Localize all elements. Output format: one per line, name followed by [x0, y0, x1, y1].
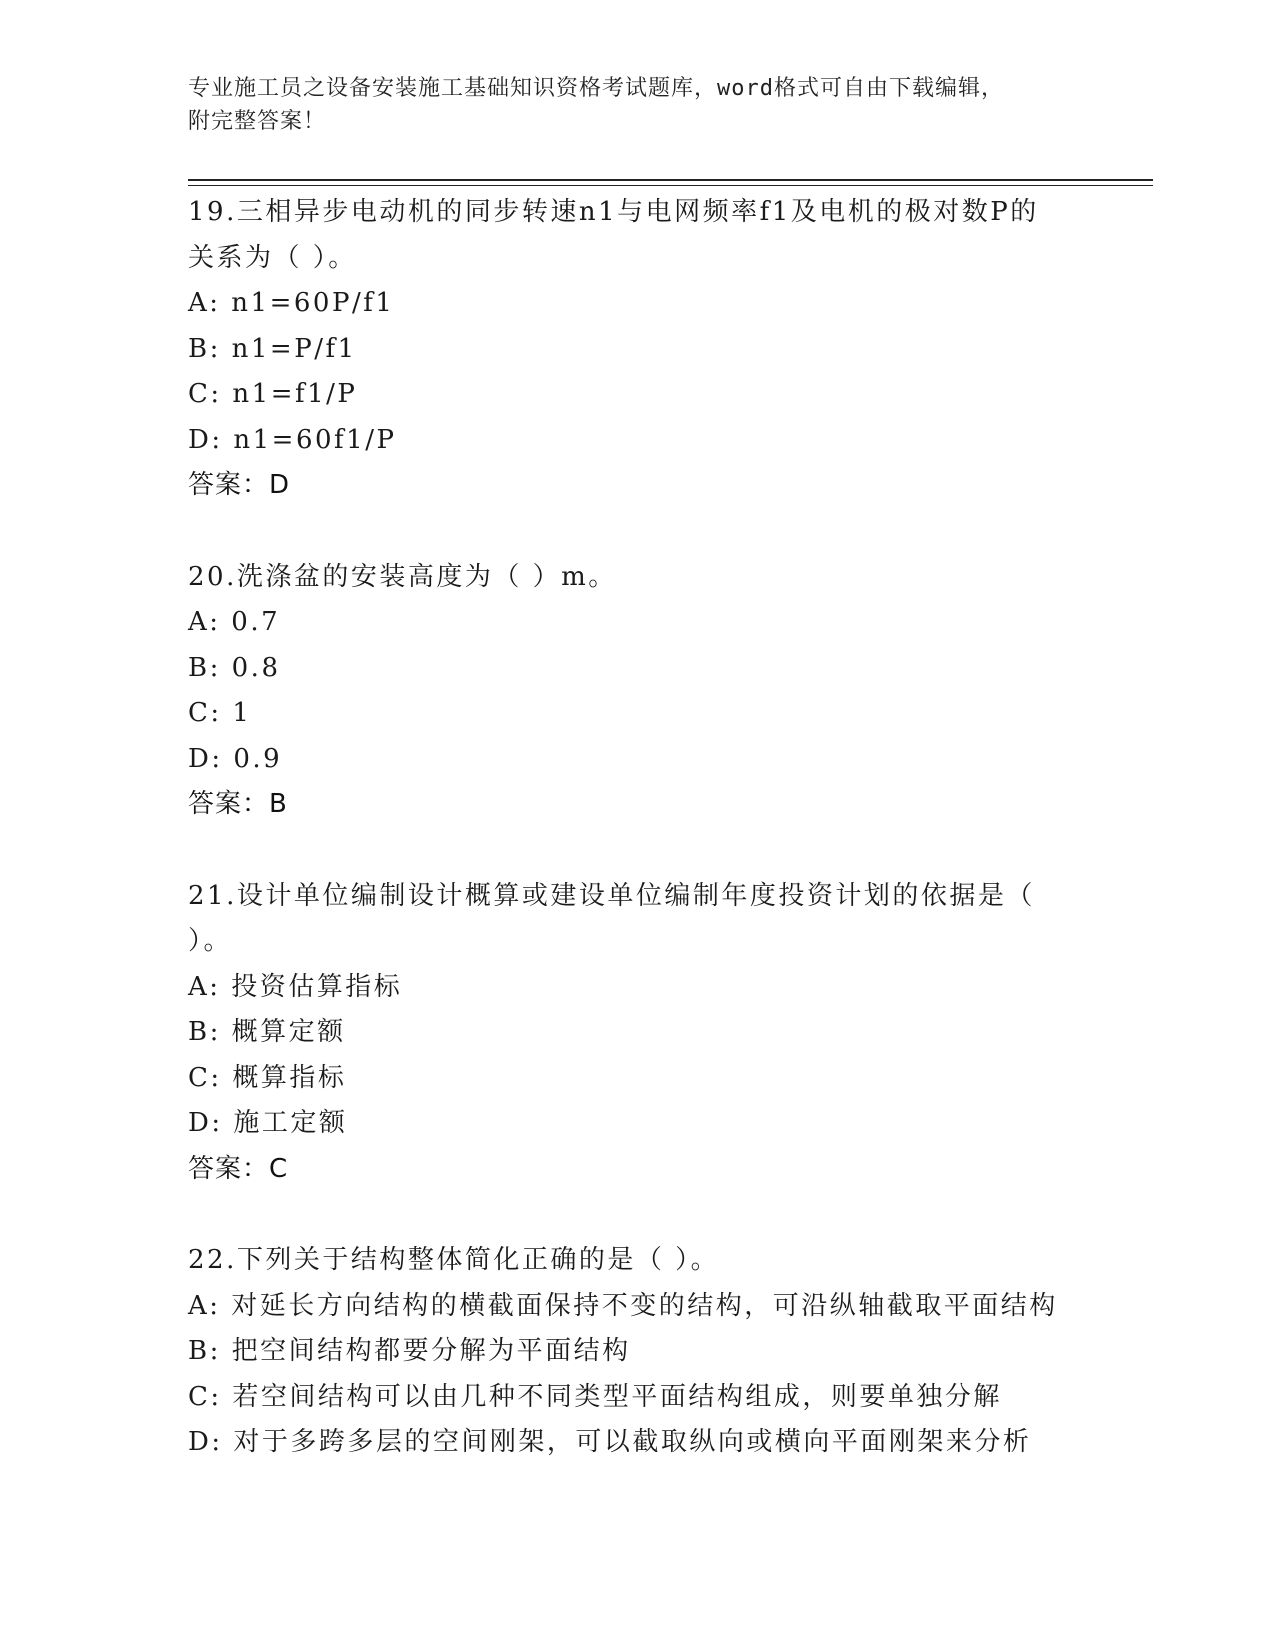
spacer: [188, 828, 1118, 874]
question-stem: 21.设计单位编制设计概算或建设单位编制年度投资计划的依据是（: [188, 880, 1035, 911]
spacer: [188, 509, 1118, 555]
header-line-2: 附完整答案！: [188, 109, 327, 134]
option-a: A: 0.7: [188, 607, 281, 637]
option-a: A: 投资估算指标: [188, 971, 403, 1002]
question-stem: ）。: [188, 926, 233, 956]
question-list: [188, 190, 1118, 1466]
option-b: B: 把空间结构都要分解为平面结构: [188, 1336, 631, 1366]
spacer: [188, 1192, 1118, 1238]
question-21: [188, 874, 1118, 1193]
option-b: B: 0.8: [188, 652, 281, 683]
option-a: A: 对延长方向结构的横截面保持不变的结构，可沿纵轴截取平面结构: [188, 1290, 1058, 1321]
question-20: [188, 555, 1118, 828]
question-stem: 关系为（ ）。: [188, 242, 357, 273]
option-c: C: 若空间结构可以由几种不同类型平面结构组成，则要单独分解: [188, 1381, 1002, 1412]
option-d: D: 施工定额: [188, 1108, 348, 1138]
question-19: [188, 190, 1118, 509]
question-22: [188, 1238, 1118, 1466]
answer-label: 答案：D: [188, 470, 291, 500]
option-b: B: 概算定额: [188, 1017, 346, 1047]
option-d: D: 对于多跨多层的空间刚架，可以截取纵向或横向平面刚架来分析: [188, 1427, 1032, 1457]
option-c: C: 概算指标: [188, 1062, 347, 1093]
option-d: D: n1=60f1/P: [188, 424, 397, 455]
option-a: A: n1=60P/f1: [188, 288, 395, 318]
answer-label: 答案：C: [188, 1153, 289, 1184]
answer-label: 答案：B: [188, 789, 288, 819]
header-divider-thin: [188, 185, 1153, 186]
document-header: [188, 72, 1088, 138]
option-c: C: 1: [188, 698, 252, 728]
question-stem: 19.三相异步电动机的同步转速n1与电网频率f1及电机的极对数P的: [188, 197, 1039, 227]
option-b: B: n1=P/f1: [188, 333, 357, 364]
option-c: C: n1=f1/P: [188, 379, 358, 409]
question-stem: 20.洗涤盆的安装高度为（ ）m。: [188, 561, 617, 592]
header-line-1: 专业施工员之设备安装施工基础知识资格考试题库，word格式可自由下载编辑，: [188, 76, 1004, 101]
header-divider: [188, 179, 1153, 181]
question-stem: 22.下列关于结构整体简化正确的是（ ）。: [188, 1245, 720, 1275]
option-d: D: 0.9: [188, 743, 283, 774]
